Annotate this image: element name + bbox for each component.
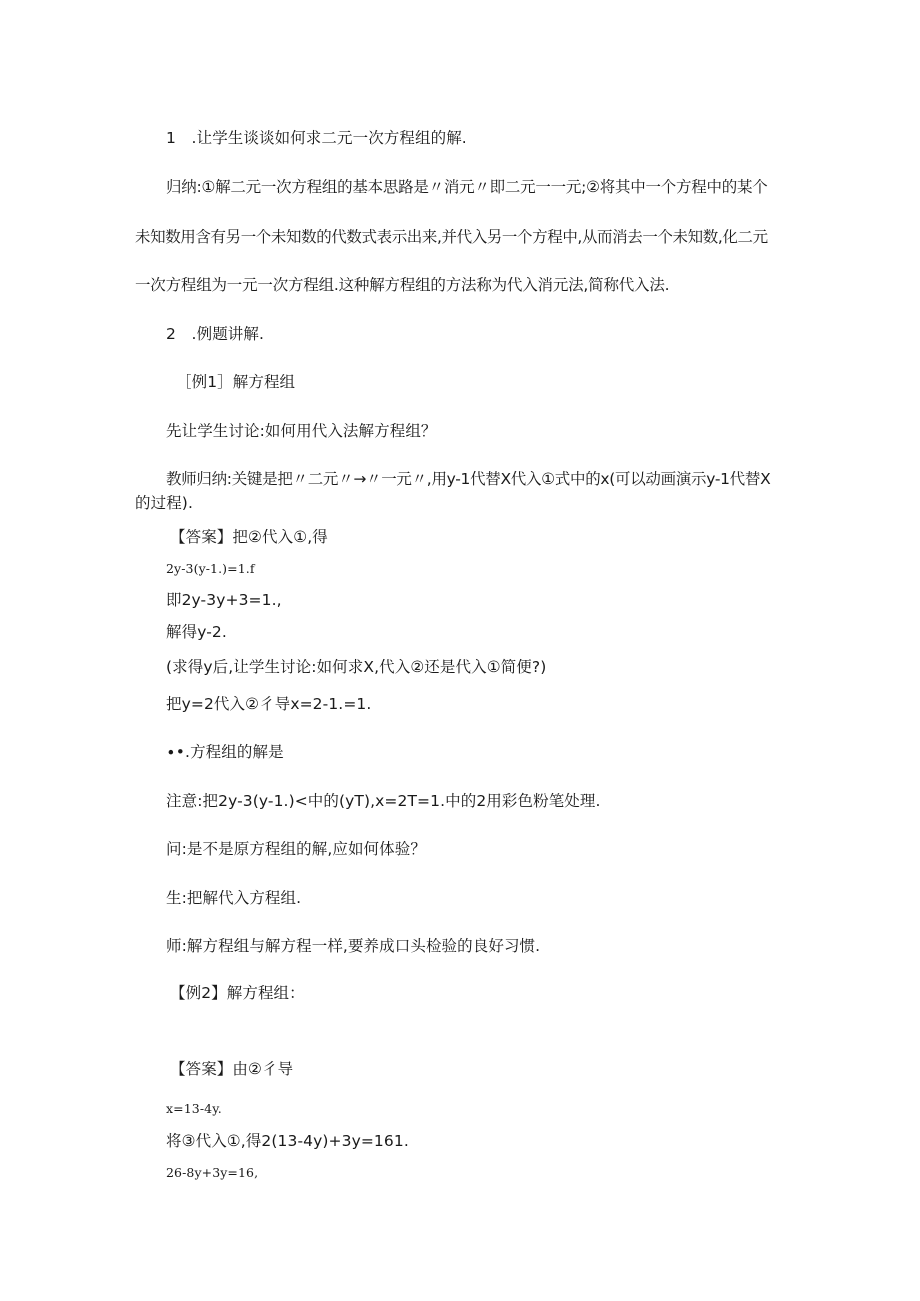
text-line: 26-8y+3y=16, [166,1165,259,1180]
text-line: 【例2】解方程组： [170,984,305,1002]
text-line: 归纳:①解二元一次方程组的基本思路是〃消元〃即二元一一元;②将其中一个方程中的某个 [166,178,768,196]
text-line: 即2y-3y+3=1., [166,591,282,609]
text-line: 2y-3(y-1.)=1.f [166,561,255,576]
text-line: 【答案】把②代入①,得 [170,528,328,546]
text-line: 【答案】由②彳导 [170,1060,294,1078]
text-line: 1 .让学生谈谈如何求二元一次方程组的解. [166,129,467,147]
text-line: 未知数用含有另一个未知数的代数式表示出来,并代入另一个方程中,从而消去一个未知数,化二元 [135,228,768,246]
text-line: 的过程). [135,494,193,512]
text-line: ［例1］解方程组 [176,373,296,391]
text-line: 解得y-2. [166,623,227,641]
text-line: 问:是不是原方程组的解,应如何体验？ [166,840,426,858]
text-line: ∙•.方程组的解是 [166,743,284,761]
text-line: 生:把解代入方程组. [166,889,302,907]
text-line: 一次方程组为一元一次方程组.这种解方程组的方法称为代入消元法,简称代入法. [135,276,670,294]
text-line: (求得y后,让学生讨论:如何求X,代入②还是代入①简便?) [166,658,547,676]
text-line: 注意:把2y-3(y-1.)<中的(yT),x=2T=1.中的2用彩色粉笔处理. [166,792,601,810]
text-line: 把y=2代入②彳导x=2-1.=1. [166,695,372,713]
text-line: 2 .例题讲解. [166,325,265,343]
text-line: x=13-4y. [166,1101,222,1116]
text-line: 先让学生讨论:如何用代入法解方程组？ [166,422,437,440]
text-line: 师:解方程组与解方程一样,要养成口头检验的良好习惯. [166,937,541,955]
text-line: 将③代入①,得2(13-4y)+3y=161. [166,1132,409,1150]
text-line: 教师归纳:关键是把〃二元〃→〃一元〃,用y-1代替X代入①式中的x(可以动画演示y-1代替X [166,470,771,488]
